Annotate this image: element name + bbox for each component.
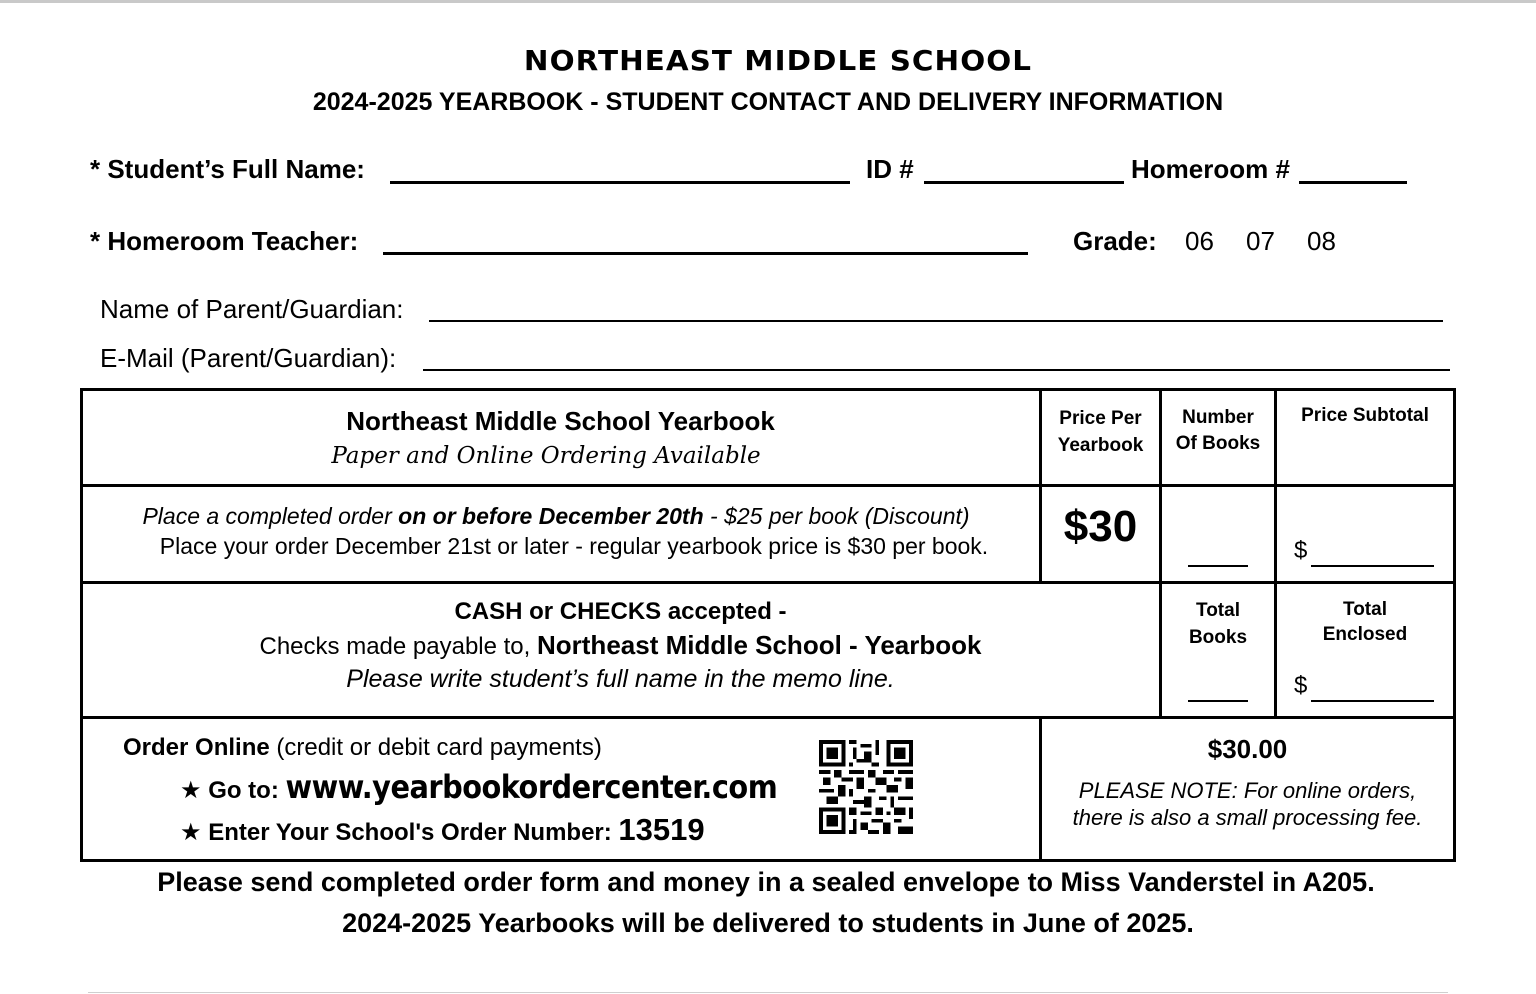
online-fee-note-line1: PLEASE NOTE: For online orders, (1078, 778, 1417, 803)
student-name-field[interactable] (390, 181, 850, 184)
parent-email-label: E-Mail (Parent/Guardian): (100, 343, 397, 373)
subtotal-dollar-sign: $ (1294, 537, 1308, 564)
parent-name-label: Name of Parent/Guardian: (100, 294, 404, 324)
parent-email-field[interactable] (423, 369, 1450, 371)
label-line: Enclosed (1322, 624, 1408, 645)
table-divider (1274, 388, 1277, 719)
table-divider (80, 716, 1456, 719)
homeroom-number-label: Homeroom # (1131, 154, 1290, 184)
memo-instruction: Please write student’s full name in the memo line. (346, 665, 895, 693)
label-line: Total (1343, 599, 1387, 620)
order-number-value: 13519 (618, 812, 705, 847)
discount-deadline: on or before December 20th (398, 503, 704, 529)
price-per-yearbook-header (1042, 405, 1159, 459)
grade-option-06[interactable]: 06 (1185, 226, 1214, 256)
student-id-label: ID # (866, 154, 914, 184)
delivery-instructions: Please send completed order form and money in a sealed envelope to Miss Vanderstel in A205. (157, 867, 1375, 897)
star-icon: ★ (180, 819, 202, 846)
online-price: $30.00 (1207, 734, 1288, 764)
subtotal-field[interactable] (1311, 565, 1434, 567)
total-enclosed-label (1277, 597, 1453, 647)
student-id-field[interactable] (924, 181, 1124, 184)
number-of-books-field[interactable] (1188, 565, 1248, 567)
grade-option-07[interactable]: 07 (1246, 226, 1275, 256)
table-subtitle: Paper and Online Ordering Available (331, 443, 761, 469)
number-of-books-header (1162, 405, 1274, 457)
homeroom-teacher-label: * Homeroom Teacher: (90, 226, 359, 256)
order-number-line (180, 812, 705, 848)
label-line: Books (1188, 627, 1248, 648)
label-line: Total (1196, 600, 1240, 621)
regular-order-line: Place your order December 21st or later - regular yearbook price is $30 per book. (159, 533, 989, 559)
total-enclosed-field[interactable] (1311, 700, 1434, 702)
top-border (0, 0, 1536, 3)
header-line: Number (1182, 407, 1254, 428)
order-online-line (123, 734, 602, 762)
header-line: Yearbook (1057, 435, 1144, 456)
order-number-label: Enter Your School's Order Number: (208, 819, 619, 846)
enclosed-dollar-sign: $ (1294, 672, 1308, 699)
qr-code-icon[interactable] (818, 740, 914, 834)
table-title: Northeast Middle School Yearbook (346, 406, 775, 436)
form-subtitle: 2024-2025 YEARBOOK - STUDENT CONTACT AND DELIVERY INFORMATION (312, 88, 1224, 116)
online-fee-note-line2: there is also a small processing fee. (1072, 805, 1423, 830)
goto-line (180, 768, 777, 806)
order-online-subtitle: (credit or debit card payments) (269, 734, 602, 761)
header-line: Of Books (1175, 433, 1261, 454)
payee-name: Northeast Middle School - Yearbook (537, 630, 982, 660)
goto-label: Go to: (208, 777, 286, 804)
total-books-field[interactable] (1188, 700, 1248, 702)
price-subtotal-header: Price Subtotal (1301, 405, 1429, 426)
discount-price-text: - $25 per book (Discount) (703, 503, 970, 529)
order-online-title: Order Online (123, 734, 270, 761)
discount-order-line (82, 503, 1030, 530)
star-icon: ★ (180, 777, 202, 804)
parent-name-field[interactable] (429, 320, 1443, 322)
header-line: Price Per (1059, 408, 1142, 429)
checks-payable-label: Checks made payable to, (259, 633, 537, 660)
payment-methods: CASH or CHECKS accepted - (454, 598, 787, 625)
homeroom-teacher-field[interactable] (383, 252, 1028, 255)
school-name-heading: NORTHEAST MIDDLE SCHOOL (523, 44, 1033, 77)
price-value: $30 (1063, 502, 1138, 551)
table-divider (80, 484, 1456, 487)
discount-text: Place a completed order (142, 503, 399, 529)
student-name-label: * Student’s Full Name: (90, 154, 365, 184)
checks-payable-line (82, 630, 1159, 661)
total-books-label (1162, 597, 1274, 651)
grade-option-08[interactable]: 08 (1307, 226, 1336, 256)
grade-label: Grade: (1073, 226, 1157, 256)
delivery-date: 2024-2025 Yearbooks will be delivered to students in June of 2025. (342, 908, 1194, 938)
table-divider (80, 581, 1456, 584)
bottom-rule (88, 992, 1448, 993)
homeroom-number-field[interactable] (1299, 181, 1407, 184)
order-website-link[interactable]: www.yearbookordercenter.com (285, 768, 778, 806)
